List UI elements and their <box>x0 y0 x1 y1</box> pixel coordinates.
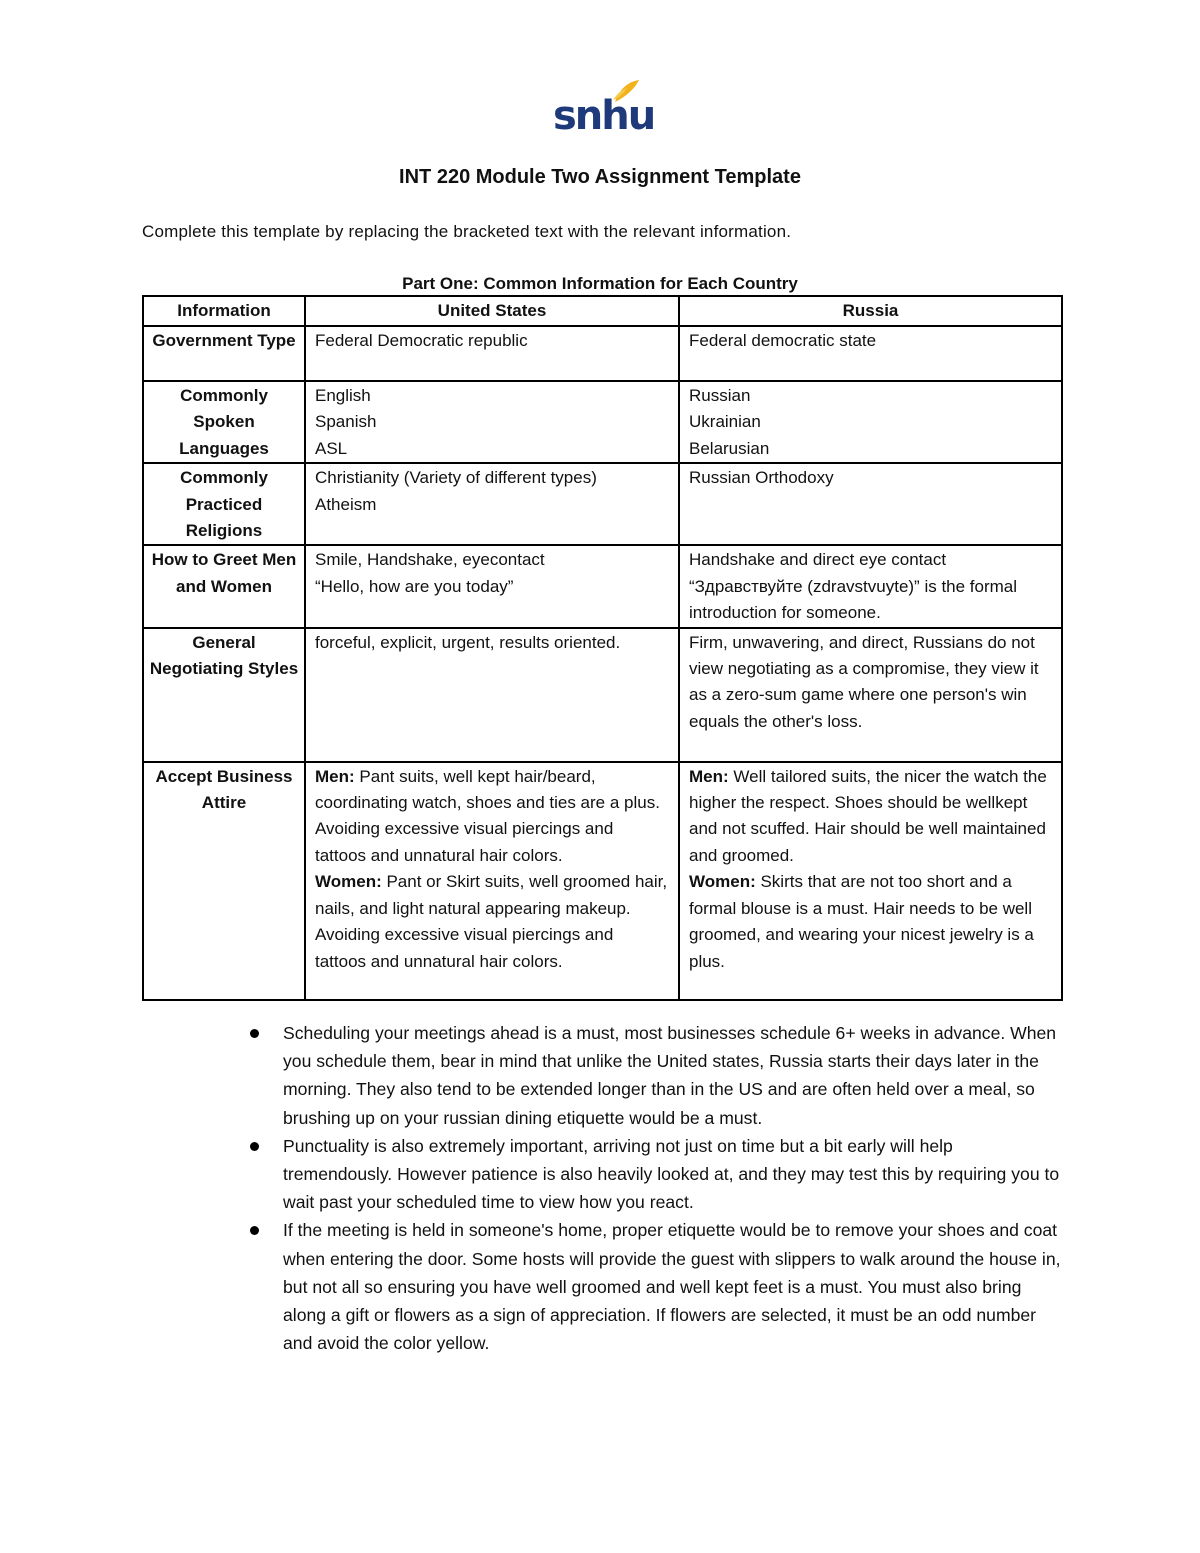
cell-text: “Здравствуйте (zdravstvuyte)” is the formal introduction for someone. <box>689 576 1018 623</box>
cell-text: “Hello, how are you today” <box>315 576 514 596</box>
cell-text: Firm, unwavering, and direct, Russians do not view negotiating as a compromise, they view it as a zero-sum game where one person's win equals the other's loss. <box>689 632 1039 731</box>
women-text: Pant or Skirt suits, well groomed hair, nails, and light natural appearing makeup. Avoiding excessive visual piercings and tattoos and unnatural hair colors. <box>315 872 668 971</box>
table-row <box>143 326 1062 381</box>
row-label: Accept Business Attire <box>143 762 305 1000</box>
cell-text: Atheism <box>315 494 377 514</box>
cell-text: ASL <box>315 438 348 458</box>
us-cell <box>305 381 679 463</box>
page-title: INT 220 Module Two Assignment Template <box>399 166 801 188</box>
cell-text: Christianity (Variety of different types) <box>315 468 597 488</box>
attire-women-paragraph <box>689 869 1052 975</box>
us-cell <box>305 762 679 1000</box>
logo-text: snhu <box>553 93 655 139</box>
men-text: Well tailored suits, the nicer the watch the higher the respect. Shoes should be wellkept and not scuffed. Hair should be well maintained and groomed. <box>689 766 1047 865</box>
tips-list <box>283 1019 1063 1357</box>
women-text: Skirts that are not too short and a formal blouse is a must. Hair needs to be well groomed, and wearing your nicest jewelry is a plus. <box>689 872 1034 971</box>
column-header-russia: Russia <box>679 296 1062 326</box>
cell-text: forceful, explicit, urgent, results oriented. <box>315 632 621 652</box>
cell-text: Spanish <box>315 412 377 432</box>
table-row <box>143 628 1062 762</box>
us-cell <box>305 326 679 381</box>
women-label: Women: <box>315 872 382 892</box>
women-label: Women: <box>689 872 756 892</box>
cell-text: Federal democratic state <box>689 331 877 350</box>
ru-cell <box>679 628 1062 762</box>
cell-text: English <box>315 386 371 405</box>
table-row <box>143 381 1062 463</box>
list-item <box>283 1216 1063 1357</box>
list-item-text: If the meeting is held in someone's home, proper etiquette would be to remove your shoes and coat when entering the door. Some hosts will provide the guest with slippers to walk around the house in, but not all so ensuring you have well groomed and well kept feet is a must. You must also bring along a gift or flowers as a sign of appreciation. If flowers are selected, it must be an odd number and avoid the color yellow. <box>283 1220 1061 1354</box>
column-header-united-states: United States <box>305 296 679 326</box>
us-cell <box>305 628 679 762</box>
cell-text: Handshake and direct eye contact <box>689 550 947 570</box>
snhu-logo <box>553 78 655 140</box>
list-item-text: Scheduling your meetings ahead is a must, most businesses schedule 6+ weeks in advance. When you schedule them, bear in mind that unlike the United states, Russia starts their days later in the morning. They also tend to be extended longer than in the US and are often held over a meal, so brushing up on your russian dining etiquette would be a must. <box>283 1023 1057 1128</box>
attire-women-paragraph <box>315 869 669 975</box>
table-row <box>143 463 1062 545</box>
cell-text: Russian Orthodoxy <box>689 468 834 488</box>
bullet-icon <box>250 1142 259 1151</box>
cell-text: Federal Democratic republic <box>315 331 528 350</box>
row-label: General Negotiating Styles <box>143 628 305 762</box>
table-header-row <box>143 296 1062 326</box>
country-info-table <box>142 295 1063 1001</box>
ru-cell <box>679 326 1062 381</box>
row-label: How to Greet Men and Women <box>143 545 305 627</box>
cell-text: Belarusian <box>689 438 770 458</box>
men-text: Pant suits, well kept hair/beard, coordinating watch, shoes and ties are a plus. Avoiding excessive visual piercings and tattoos and unnatural hair colors. <box>315 766 660 865</box>
ru-cell <box>679 545 1062 627</box>
cell-text: Russian <box>689 386 751 405</box>
instructions-text: Complete this template by replacing the bracketed text with the relevant information. <box>142 222 792 241</box>
list-item-text: Punctuality is also extremely important, arriving not just on time but a bit early will help tremendously. However patience is also heavily looked at, and they may test this by requiring you to wait past your scheduled time to view how you react. <box>283 1135 1060 1213</box>
bullet-icon <box>250 1029 259 1038</box>
men-label: Men: <box>689 766 729 786</box>
us-cell <box>305 463 679 545</box>
bullet-icon <box>250 1226 259 1235</box>
attire-men-paragraph <box>315 764 669 870</box>
part-one-title: Part One: Common Information for Each Country <box>402 274 798 293</box>
cell-text: Smile, Handshake, eyecontact <box>315 550 545 570</box>
men-label: Men: <box>315 766 355 786</box>
column-header-information: Information <box>143 296 305 326</box>
ru-cell <box>679 463 1062 545</box>
cell-text: Ukrainian <box>689 412 761 432</box>
table-row <box>143 762 1062 1000</box>
list-item <box>283 1132 1063 1217</box>
row-label: Commonly Spoken Languages <box>143 381 305 463</box>
ru-cell <box>679 762 1062 1000</box>
row-label: Commonly Practiced Religions <box>143 463 305 545</box>
us-cell <box>305 545 679 627</box>
list-item <box>283 1019 1063 1132</box>
ru-cell <box>679 381 1062 463</box>
attire-men-paragraph <box>689 764 1052 870</box>
row-label: Government Type <box>143 326 305 381</box>
table-row <box>143 545 1062 627</box>
